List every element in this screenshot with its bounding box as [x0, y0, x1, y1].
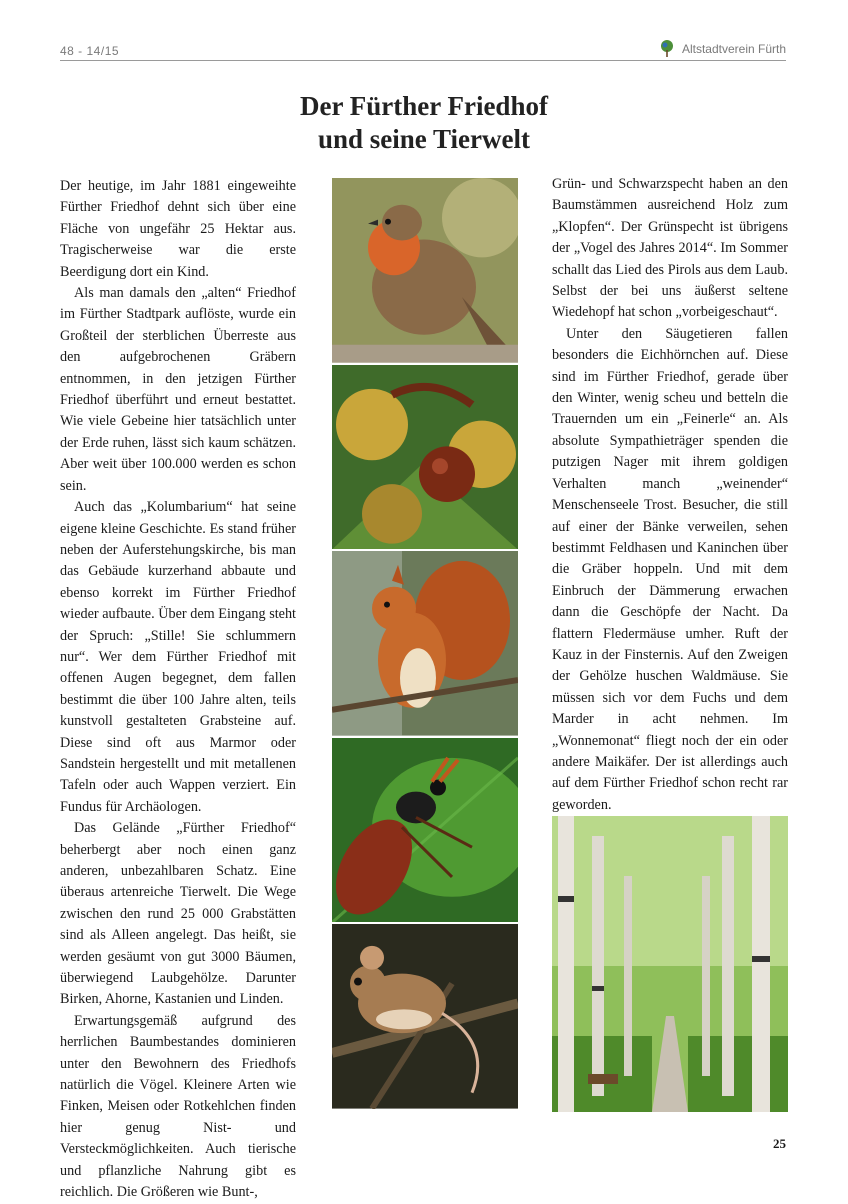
robin-photo	[332, 178, 518, 365]
right-text-column	[552, 174, 788, 840]
header-divider	[60, 60, 786, 61]
paragraph: Grün- und Schwarzspecht haben an den Baumstämmen ausreichend Holz zum „Klopfen“. Der Grünspecht ist übrigens der „Vogel des Jahres 2014“. Im Sommer schallt das Lied des Pirols aus dem Laub. Selbst der bei uns äußerst seltene Wiedehopf hat schon „vorbeigeschaut“.	[552, 176, 788, 321]
tree-logo-icon	[660, 40, 674, 58]
animal-photo-strip	[332, 178, 518, 1111]
mouse-photo	[332, 924, 518, 1111]
chestnut-photo	[332, 365, 518, 552]
paragraph: Erwartungsgemäß aufgrund des herrlichen Baumbestandes dominieren unter den Bewohnern des Friedhofs natürlich die Vögel. Kleinere Arten wie Finken, Meisen oder Rotkehlchen finden hier genug Nist- und Versteckmöglichkeiten. Auch tierische und pflanzliche Nahrung gibt es reichlich. Die Größeren wie Bunt-,	[60, 1012, 296, 1201]
publisher-name: Altstadtverein Fürth	[681, 42, 786, 56]
paragraph: Auch das „Kolumbarium“ hat seine eigene kleine Geschichte. Es stand früher neben der Auferstehungskirche, bis man das Gebäude kurzerhand abbaute und ebenso korrekt im Fürther Friedhof wieder aufbaute. Über dem Eingang steht der Spruch: „Stille! Sie schlummern nur“. Wer dem Fürther Friedhof mit offenen Augen begegnet, dem fallen bestimmt die über 100 Jahre alten, teils kunstvoll gestalteten Grabsteine auf. Diese sind oft aus Marmor oder Sandstein hergestellt und mit metallenen Tafeln oder auch Wappen verziert. Ein Fundus für Archäologen.	[60, 499, 296, 815]
left-text-column	[60, 176, 296, 1204]
article-title	[0, 90, 848, 156]
publisher-header	[660, 40, 786, 58]
title-line-1: Der Fürther Friedhof	[300, 91, 548, 121]
title-line-2: und seine Tierwelt	[317, 124, 531, 154]
squirrel-photo	[332, 551, 518, 738]
page-number: 25	[773, 1136, 786, 1151]
paragraph: Unter den Säugetieren fallen besonders die Eichhörnchen auf. Diese sind im Fürther Friedhof, gerade über den Winter, wenig scheu und betteln die Trauernden um ein „Feinerle“ an. Als absolute Sympathieträger spenden die putzigen Nager mit ihrem goldigen Verhalten manch „weinender“ Menschenseele Trost. Besucher, die still auf einer der Bänke verweilen, sehen bestimmt Feldhasen und Kaninchen über die Gräber hoppeln. Und mit dem Einbruch der Dämmerung erwachen dann die Geschöpfe der Nacht. Da flattern Fledermäuse umher. Ruft der Kauz in der Finsternis. Auf den Zweigen der Gehölze huschen Waldmäuse. Sie müssen sich vor dem Fuchs und dem Marder in acht nehmen. Im „Wonnemonat“ fliegt noch der ein oder andere Maikäfer. Der ist allerdings auch auf dem Fürther Friedhof schon recht rar geworden.	[552, 325, 788, 813]
paragraph: Das Gelände „Fürther Friedhof“ beherbergt aber noch einen ganz anderen, unbezahlbaren Schatz. Eine überaus artenreiche Tierwelt. Die Wege zwischen den rund 25 000 Grabstätten sind als Alleen angelegt. Das heißt, sie werden gesäumt von gut 3000 Bäumen, überwiegend Laubgehölze. Darunter Birken, Ahorne, Kastanien und Linden.	[60, 820, 296, 1008]
paragraph: Als man damals den „alten“ Friedhof im Fürther Stadtpark auflöste, wurde ein Großteil der sterblichen Überreste aus den aufgebrochenen Gräbern entnommen, in den jetzigen Fürther Friedhof überführt und erneut bestattet. Wie viele Gebeine hier tatsächlich unter der Erde ruhen, lässt sich kaum schätzen. Aber weit über 100.000 werden es schon sein.	[60, 285, 296, 494]
issue-label: 48 - 14/15	[60, 44, 120, 58]
birch-avenue-photo	[552, 816, 788, 1112]
cockchafer-photo	[332, 738, 518, 925]
paragraph: Der heutige, im Jahr 1881 eingeweihte Fürther Friedhof dehnt sich über eine Fläche von ungefähr 25 Hektar aus. Tragischerweise war die erste Beerdigung dort ein Kind.	[60, 178, 296, 280]
